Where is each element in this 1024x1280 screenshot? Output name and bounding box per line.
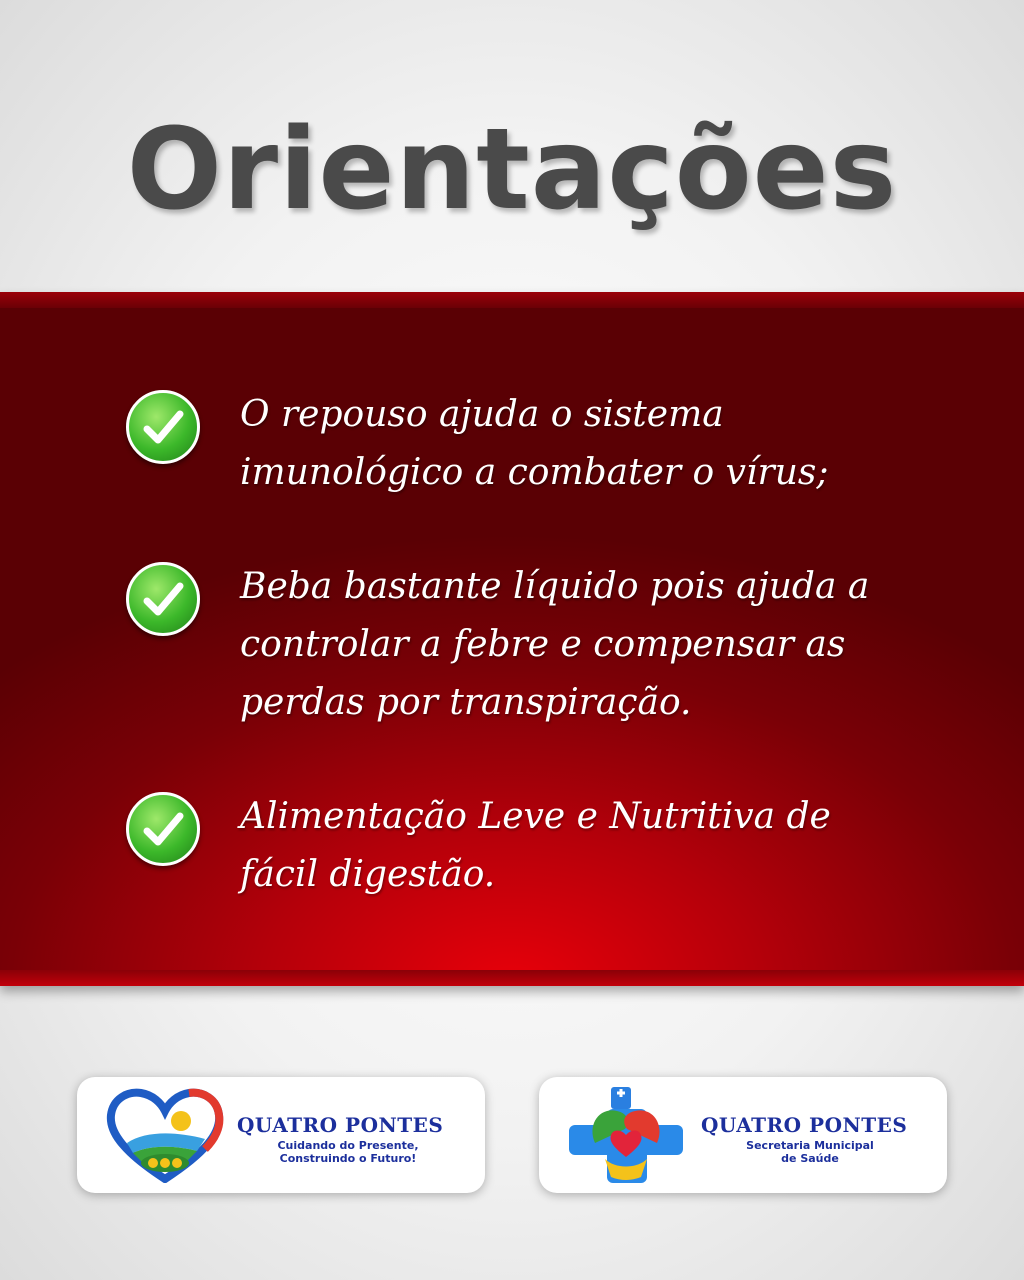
item-text: O repouso ajuda o sistema imunológico a combater o vírus; [240, 394, 829, 493]
org-slogan [253, 1139, 443, 1165]
department-name [725, 1139, 895, 1165]
org-name: QUATRO PONTES [237, 1113, 444, 1137]
check-icon [126, 390, 200, 464]
org-name: QUATRO PONTES [701, 1113, 908, 1137]
health-department-logo-card [539, 1077, 947, 1193]
check-icon [126, 562, 200, 636]
health-cross-logo-icon [565, 1085, 687, 1185]
slogan-line: Construindo o Futuro! [279, 1152, 417, 1165]
check-icon [126, 792, 200, 866]
page-title: Orientações [126, 105, 898, 235]
department-line: Secretaria Municipal [746, 1139, 874, 1152]
department-line: de Saúde [781, 1152, 839, 1165]
heart-logo-icon [105, 1087, 225, 1183]
municipality-logo-card [77, 1077, 485, 1193]
item-text: Beba bastante líquido pois ajuda a controlar a febre e compensar as perdas por transpiração. [240, 566, 870, 723]
item-text: Alimentação Leve e Nutritiva de fácil digestão. [240, 796, 831, 895]
slogan-line: Cuidando do Presente, [277, 1139, 419, 1152]
guidance-panel [0, 292, 1024, 986]
